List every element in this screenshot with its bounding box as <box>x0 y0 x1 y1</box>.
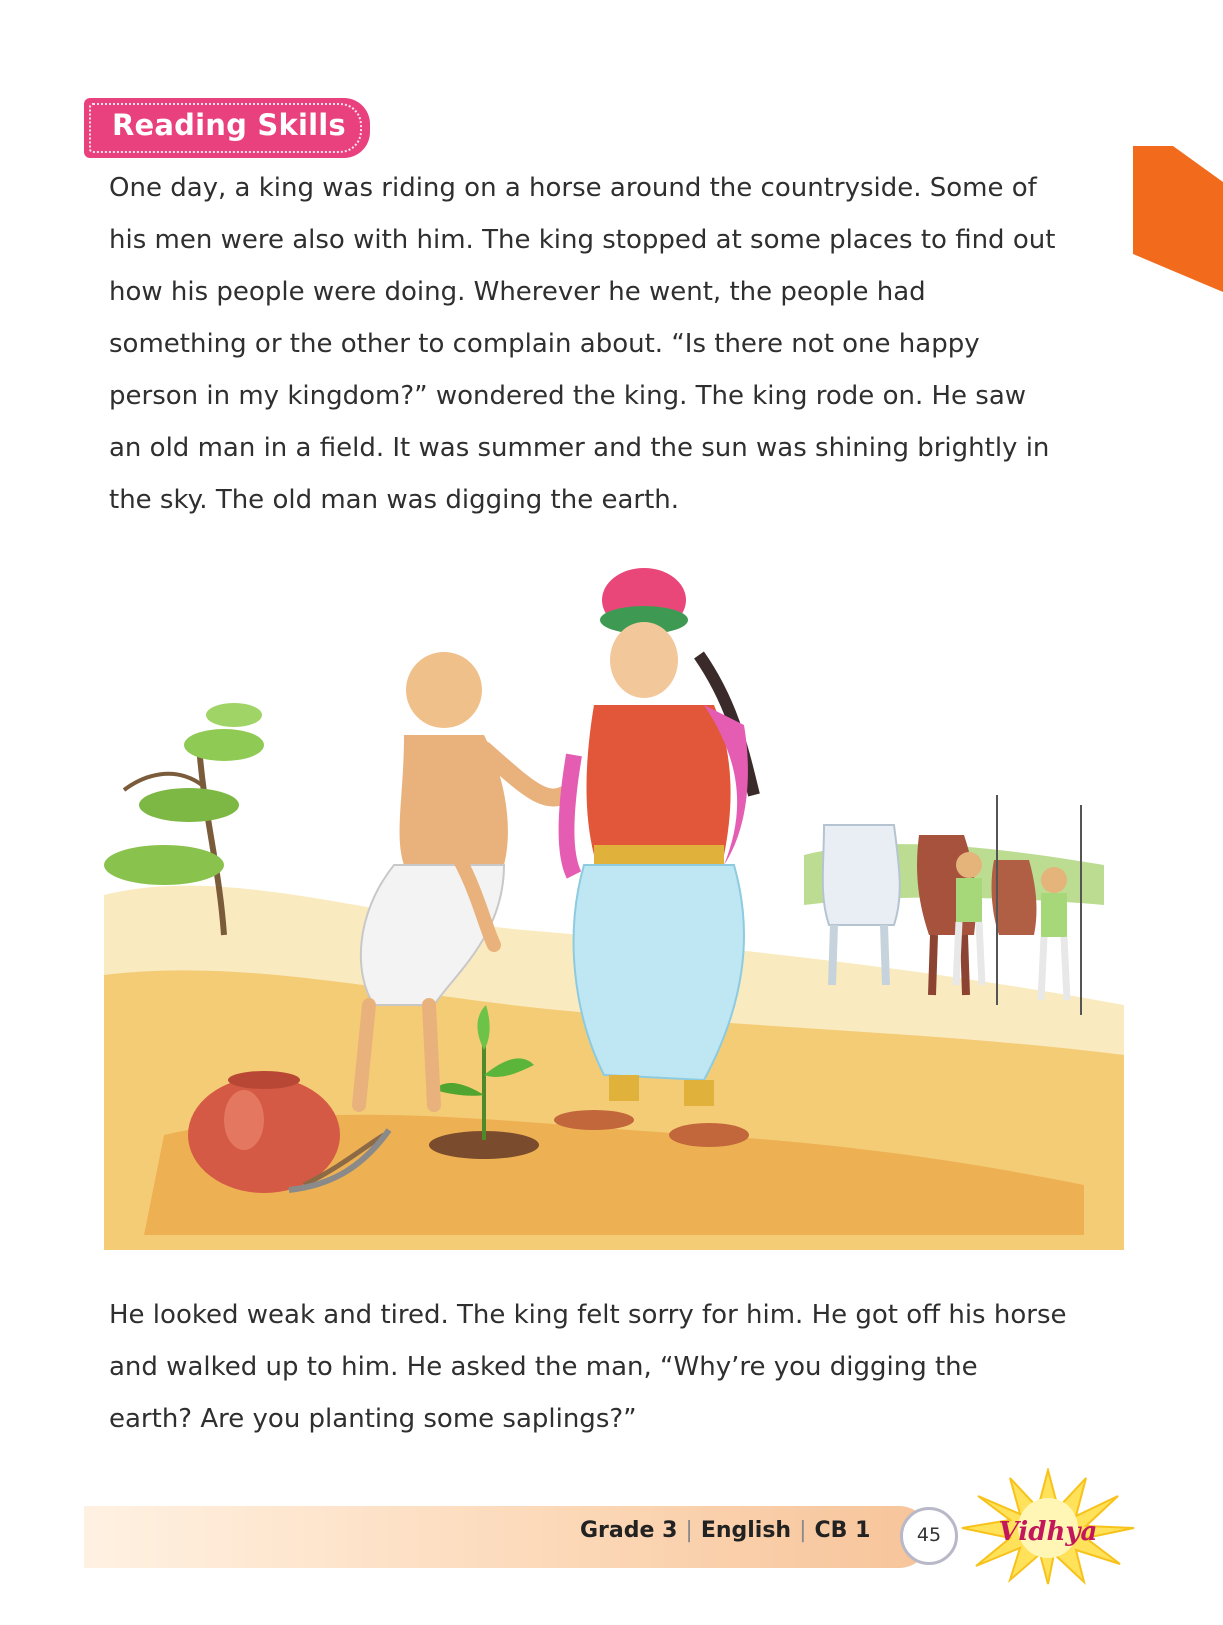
page-number: 45 <box>916 1524 942 1546</box>
footer-separator: | <box>685 1518 693 1543</box>
side-tab-marker <box>1133 146 1223 292</box>
story-line: the sky. The old man was digging the earth. <box>109 485 680 515</box>
page-number-badge <box>900 1507 958 1565</box>
footer-grade: Grade 3 <box>580 1518 678 1543</box>
story-line: One day, a king was riding on a horse around the countryside. Some of <box>109 173 1037 203</box>
logo-text: Vidhya <box>998 1517 1098 1547</box>
story-paragraph-1 <box>109 162 1129 526</box>
section-heading: Reading Skills <box>112 108 346 142</box>
story-line: He looked weak and tired. The king felt sorry for him. He got off his horse <box>109 1300 1067 1330</box>
story-line: how his people were doing. Wherever he went, the people had <box>109 277 926 307</box>
story-line: something or the other to complain about. “Is there not one happy <box>109 329 980 359</box>
story-paragraph-2 <box>109 1289 1129 1445</box>
vidhya-logo-icon <box>958 1468 1138 1586</box>
story-illustration-icon <box>104 535 1124 1250</box>
section-heading-badge <box>84 98 370 158</box>
footer-book: CB 1 <box>814 1518 871 1543</box>
story-line: and walked up to him. He asked the man, “Why’re you digging the <box>109 1352 978 1382</box>
footer-info <box>580 1518 870 1543</box>
footer-separator: | <box>799 1518 807 1543</box>
story-line: an old man in a field. It was summer and the sun was shining brightly in <box>109 433 1050 463</box>
footer-subject: English <box>700 1518 792 1543</box>
story-line: person in my kingdom?” wondered the king. The king rode on. He saw <box>109 381 1027 411</box>
story-line: his men were also with him. The king stopped at some places to find out <box>109 225 1056 255</box>
story-line: earth? Are you planting some saplings?” <box>109 1404 637 1434</box>
